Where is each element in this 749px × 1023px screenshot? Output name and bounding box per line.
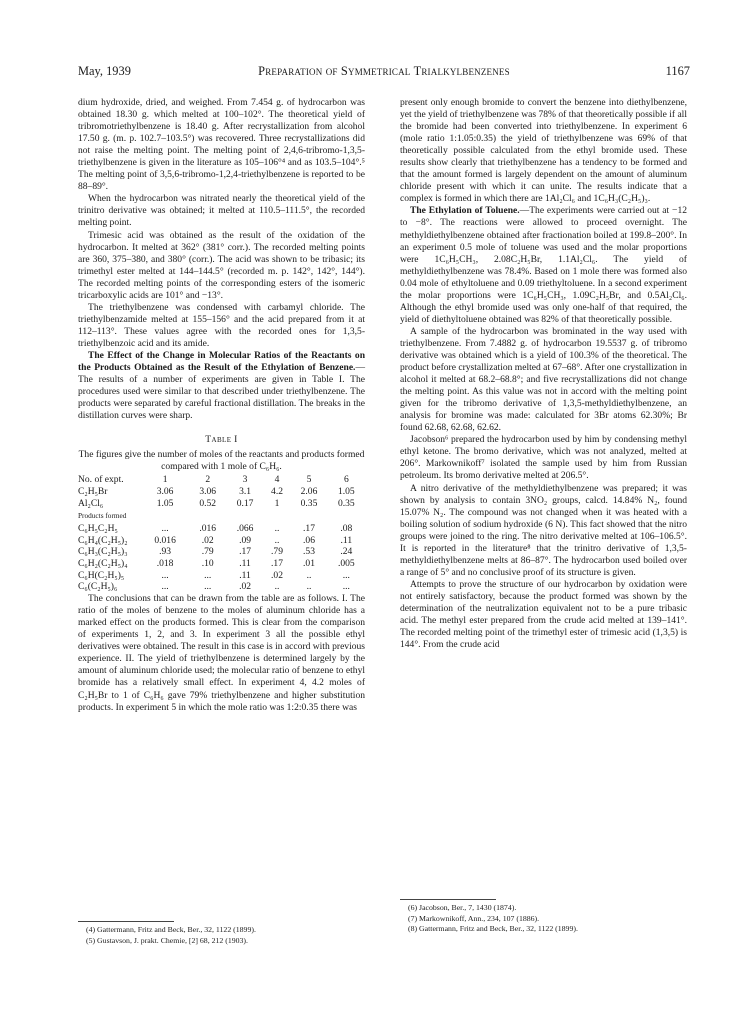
table-cell: 0.17 (236, 497, 254, 509)
table-cell: .02 (201, 534, 214, 546)
paragraph: The conclusions that can be drawn from the table are as follows. I. The ratio of the moles of benzene to the moles of aluminum chloride has a marked effect on the products formed. This is clear from the comparison of experiments 1, 2, and 3. In experiment 3 all the possible ethyl derivatives were obtained. The result in this case is in accord with previous experience. II. The yield of triethylbenzene is determined largely by the amount of aluminum chloride used; the molecular ratio of benzene to ethyl bromide has a relatively small effect. In experiment 4, 4.2 moles of C₂H₅Br to 1 of C₆H₆ gave 79% triethylbenzene and higher substitution products. In experiment 5 in which the mole ratio was 1:2:0.35 there was (78, 593, 365, 713)
table-row (78, 486, 365, 498)
table-cell: .005 (337, 558, 355, 570)
paragraph: Attempts to prove the structure of our hydrocarbon by oxidation were not entirely satisfactory, because the product formed was shown by the determination of the neutralization equivalent not to be a pure tribasic acid. The methyl ester prepared from the crude acid melted at 139–141°. The recorded melting point of the trimethyl ester of trimesic acid (1,3,5) is 144°. From the crude acid (400, 578, 687, 651)
right-column (400, 97, 687, 651)
table-header-row (78, 474, 365, 486)
products-label-row (78, 509, 365, 523)
column-header: 1 (162, 474, 168, 486)
footnote: (6) Jacobson, Ber., 7, 1430 (1874). (408, 903, 517, 912)
table-cell: 1.05 (337, 486, 355, 498)
row-label: C₆H(C₂H₅)₅ (78, 569, 125, 581)
column-header-label: No. of expt. (78, 474, 124, 486)
row-label: C₆H₅C₂H₅ (78, 522, 118, 534)
paragraph-text: —The results of a number of experiments are given in Table I. The procedures used were similar to that described under triethylbenzene. The products were separated by careful fractional distillation. The breaks in the distillation curves were sharp. (78, 362, 365, 422)
table-cell: 1.05 (156, 497, 174, 509)
table-cell: .11 (239, 569, 251, 581)
table-cell: 3.06 (156, 486, 174, 498)
table-cell: .79 (271, 546, 283, 558)
header-date: May, 1939 (78, 64, 131, 78)
row-label: C₆H₂(C₂H₅)₄ (78, 558, 128, 570)
paragraph: The triethylbenzene was condensed with carbamyl chloride. The triethylbenzamide melted at 155–156° and the acid prepared from it at 112–113°. These values agree with the recorded ones for 1,3,5-triethylbenzoic acid and its amide. (78, 301, 365, 349)
table-cell: .53 (303, 546, 315, 558)
footnotes-right (400, 893, 687, 935)
table-cell: .79 (201, 546, 214, 558)
table-cell: .. (274, 522, 280, 534)
table-cell: .24 (340, 546, 353, 558)
paragraph-text: —The experiments were carried out at −12 to −8°. The reactions were allowed to proceed overnight. The methyldiethylbenzene obtained after fractionation boiled at 199.8–200°. In an experiment 0.5 mole of toluene was used and the molar proportions were 1C₆H₅CH₃, 2.08C₂H₅Br, 1.1Al₂Cl₆. The yield of methyldiethylbenzene was 78.4%. Based on 1 mole there was formed also 0.04 mole of ethyltoluene and 0.09 triethyltoluene. In a second experiment the molar proportions were 1C₆H₅CH₃, 1.09C₂H₅Br, and 0.5Al₂Cl₆. Although the ethyl bromide used was only one-half of that required, the yield of diethyltoluene obtained was 82% of that theoretically possible. (400, 205, 687, 325)
row-label: Al₂Cl₆ (78, 497, 104, 509)
products-label: Products formed (78, 511, 127, 521)
table-cell: ... (342, 581, 350, 593)
table-cell: ... (161, 581, 169, 593)
table-cell: .06 (303, 534, 315, 546)
table-row (78, 581, 365, 593)
table-description: The figures give the number of moles of the reactants and products formed compared with 1 mole of C₆H₆. (78, 449, 365, 472)
running-header (78, 64, 690, 80)
table-cell: 0.52 (199, 497, 217, 509)
data-table (78, 474, 365, 593)
paragraph: present only enough bromide to convert the benzene into diethylbenzene, yet the yield of triethylbenzene was 78% of that theoretically possible if all the bromide had been converted into triethylbenzene. In experiment 6 (mole ratio 1:1.05:0.35) the yield of triethylbenzene was 69% of that theoretically possible calculated from the ethyl bromide used. These results show clearly that triethylbenzene has a tendency to be formed and that the amount formed is largely dependent on the amount of aluminum chloride present with which it can unite. The results indicate that a complex is formed in which there are 1Al₂Cl₆ and 1C₆H₃(C₂H₅)₃. (400, 97, 687, 205)
paragraph (400, 205, 687, 325)
footnote: (5) Gustavson, J. prakt. Chemie, [2] 68, 212 (1903). (86, 935, 248, 945)
table-cell: 4.2 (271, 486, 283, 498)
column-header: 4 (274, 474, 280, 486)
column-header: 5 (306, 474, 312, 486)
table-cell: ... (204, 569, 212, 581)
paragraph: When the hydrocarbon was nitrated nearly the theoretical yield of the trinitro derivative was obtained; it melted at 110.5–111.5°, the recorded melting point. (78, 193, 365, 229)
page-number: 1167 (665, 64, 690, 78)
table-cell: 3.1 (239, 486, 252, 498)
row-label: C₆H₄(C₂H₅)₂ (78, 534, 128, 546)
table-cell: .066 (236, 522, 254, 534)
footnote-rule (400, 899, 496, 900)
column-header: 3 (242, 474, 248, 486)
row-label: C₂H₅Br (78, 486, 108, 498)
footnote: (7) Markownikoff, Ann., 234, 107 (1886). (408, 913, 540, 923)
table-cell: 0.35 (300, 497, 318, 509)
table-cell: ... (161, 569, 169, 581)
footnote: (8) Gattermann, Fritz and Beck, Ber., 32, 1122 (1899). (408, 924, 578, 933)
paragraph: A sample of the hydrocarbon was brominated in the way used with triethylbenzene. From 7.4882 g. of hydrocarbon 19.5537 g. of tribromo derivative was obtained which is a yield of 100.3% of the theoretical. The product before crystallization melted at 67–68°. After one crystallization in alcohol it melted at 68.2–68.8°; and five recrystallizations did not change the melting point. As this value was not in accord with the melting point given for the tribromo derivative of 1,3,5-methyldiethylbenzene, an analysis for bromine was made: calculated for 3Br atoms 62.30%; Br found 62.68, 62.68, 62.62. (400, 325, 687, 434)
column-header: 2 (205, 474, 211, 486)
left-column (78, 97, 365, 714)
table-cell: ... (342, 569, 350, 581)
column-header: 6 (343, 474, 349, 486)
table-cell: .02 (271, 569, 283, 581)
table-cell: .11 (239, 558, 251, 570)
paragraph: Jacobson⁶ prepared the hydrocarbon used by him by condensing methyl ethyl ketone. The bromo derivative, which was not analyzed, melted at 206°. Markownikoff⁷ isolated the sample used by him from Russian petroleum. Its bromo derivative melted at 206.5°. (400, 434, 687, 482)
table-row (78, 498, 365, 510)
footnote: (4) Gattermann, Fritz and Beck, Ber., 32, 1122 (1899). (86, 925, 256, 934)
table-cell: 3.06 (199, 486, 217, 498)
table-row (78, 570, 365, 582)
table-cell: .. (306, 581, 312, 593)
table-cell: .17 (271, 558, 283, 570)
table-caption: Table I (205, 434, 238, 446)
table-cell: .. (274, 581, 280, 593)
table-row (78, 546, 365, 558)
table-cell: .17 (239, 546, 252, 558)
table-cell: .. (274, 534, 280, 546)
footnote-rule (78, 921, 174, 922)
table-row (78, 535, 365, 547)
table-cell: .01 (303, 558, 315, 570)
row-label: C₆H₃(C₂H₅)₃ (78, 546, 128, 558)
table-cell: .. (306, 569, 312, 581)
table-cell: .02 (239, 581, 252, 593)
paragraph: A nitro derivative of the methyldiethylbenzene was prepared; it was shown by analysis to contain 3NO₂ groups, calcd. 14.84% N₂, found 15.07% N₂. The compound was not changed when it was heated with a boiling solution of sodium hydroxide (6 N). This fact showed that the nitro groups were joined to the ring. The nitro derivative melted at 106–106.5°. It is reported in the literature⁸ that the trinitro derivative of 1,3,5-methyldiethylbenzene melts at 86–87°. The hydrocarbon used boiled over a range of 5° and no conclusive proof of its structure is given. (400, 482, 687, 578)
table-cell: 0.016 (154, 534, 176, 546)
table-cell: ... (204, 581, 212, 593)
table-cell: 0.35 (337, 497, 355, 509)
table-cell: .11 (340, 534, 353, 546)
table-cell: 1 (274, 497, 280, 509)
table-cell: .016 (199, 522, 217, 534)
table-cell: .08 (340, 522, 353, 534)
footnotes-left (78, 915, 365, 946)
table-cell: .93 (159, 546, 172, 558)
row-label: C₆(C₂H₅)₆ (78, 581, 118, 593)
table-cell: .018 (156, 558, 174, 570)
table-row (78, 558, 365, 570)
section-heading: The Effect of the Change in Molecular Ratios of the Reactants on the Products Obtained as the Result of the Ethylation of Benzene. (78, 349, 365, 374)
table-cell: .10 (201, 558, 214, 570)
table-cell: 2.06 (300, 486, 318, 498)
table-cell: .17 (303, 522, 315, 534)
paragraph (78, 350, 365, 422)
section-heading: The Ethylation of Toluene. (410, 205, 520, 217)
table-cell: ... (161, 522, 169, 534)
table-cell: .09 (239, 534, 252, 546)
table-row (78, 523, 365, 535)
header-title: Preparation of Symmetrical Trialkylbenzenes (258, 64, 510, 78)
paragraph: Trimesic acid was obtained as the result of the oxidation of the hydrocarbon. It melted at 362° (381° corr.). The recorded melting points are 360, 375–380, and 380° (corr.). The acid was shown to be tribasic; its trimethyl ester melted at 144–144.5° (recorded m. p. 142°, 142°, 144°). The recorded melting points of the corresponding esters of the isomeric tricarboxylic acids are 101° and −13°. (78, 229, 365, 301)
paragraph: dium hydroxide, dried, and weighed. From 7.454 g. of hydrocarbon was obtained 18.30 g. which melted at 100–102°. The theoretical yield of tribromotriethylbenzene is 18.40 g. After recrystallization from alcohol 17.50 g. (m. p. 102.7–103.5°) was recovered. Three recrystallizations did not raise the melting point. The melting point of 2,4,6-tribromo-1,3,5-triethylbenzene is given in the literature as 105–106°⁴ and as 103.5–104°.⁵ The melting point of 3,5,6-tribromo-1,2,4-triethylbenzene is reported to be 88–89°. (78, 97, 365, 193)
